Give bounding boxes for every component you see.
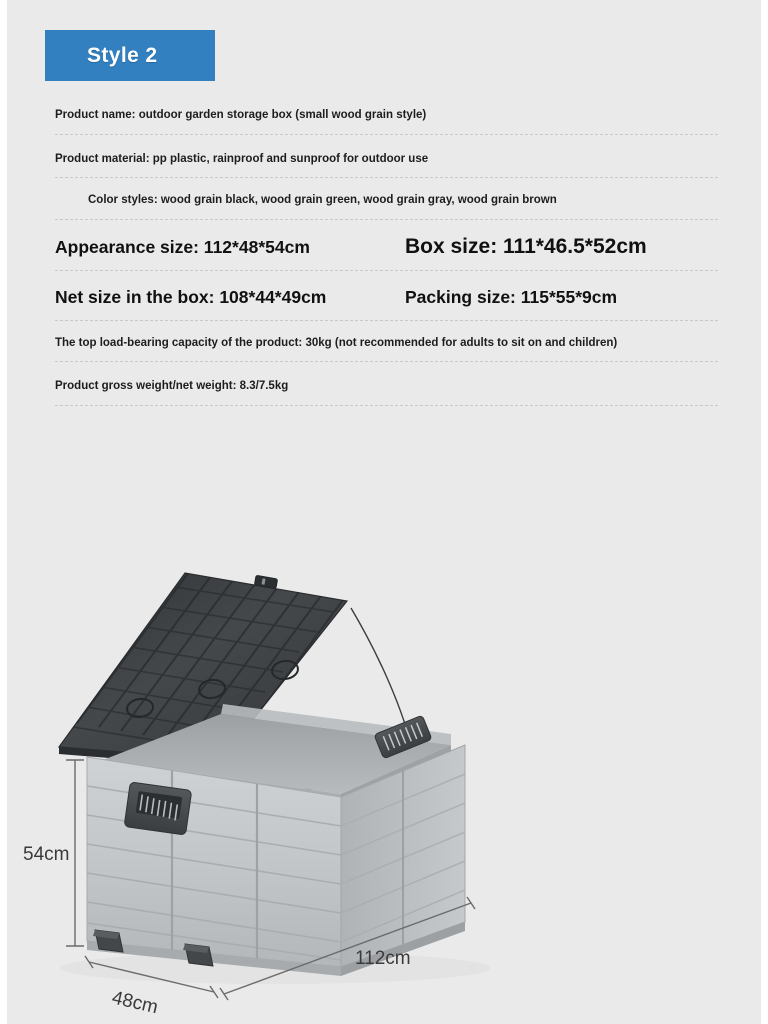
spec-row-product-name <box>55 107 718 134</box>
appearance-size-text: Appearance size: 112*48*54cm <box>55 237 310 258</box>
spec-color-styles-text: Color styles: wood grain black, wood grain green, wood grain gray, wood grain brown <box>88 194 557 207</box>
spec-row-color-styles <box>55 178 718 219</box>
box-size-text: Box size: 111*46.5*52cm <box>405 235 647 259</box>
packing-size-text: Packing size: 115*55*9cm <box>405 287 618 308</box>
style-badge-label: Style 2 <box>87 43 158 67</box>
spec-row-product-material <box>55 135 718 178</box>
front-handle-icon <box>124 782 192 835</box>
dimension-height-label: 54cm <box>23 844 70 865</box>
style-badge <box>45 30 215 81</box>
spec-weight-text: Product gross weight/net weight: 8.3/7.5kg <box>55 380 289 393</box>
page-canvas <box>7 0 761 1024</box>
spec-row-size-primary <box>55 220 718 270</box>
specification-list <box>55 107 718 406</box>
spec-divider-7 <box>55 405 718 406</box>
dimension-width-label: 112cm <box>355 948 411 969</box>
product-illustration <box>7 548 761 1024</box>
spec-row-load-bearing <box>55 321 718 362</box>
spec-load-bearing-text: The top load-bearing capacity of the product: 30kg (not recommended for adults to sit on and children) <box>55 336 618 349</box>
dimension-depth-label: 48cm <box>109 987 160 1019</box>
spec-row-weight <box>55 362 718 405</box>
spec-row-size-secondary <box>55 271 718 319</box>
net-size-text: Net size in the box: 108*44*49cm <box>55 287 327 308</box>
spec-product-material-text: Product material: pp plastic, rainproof and sunproof for outdoor use <box>55 152 429 165</box>
box-body <box>87 704 465 976</box>
spec-product-name-text: Product name: outdoor garden storage box (small wood grain style) <box>55 109 427 121</box>
